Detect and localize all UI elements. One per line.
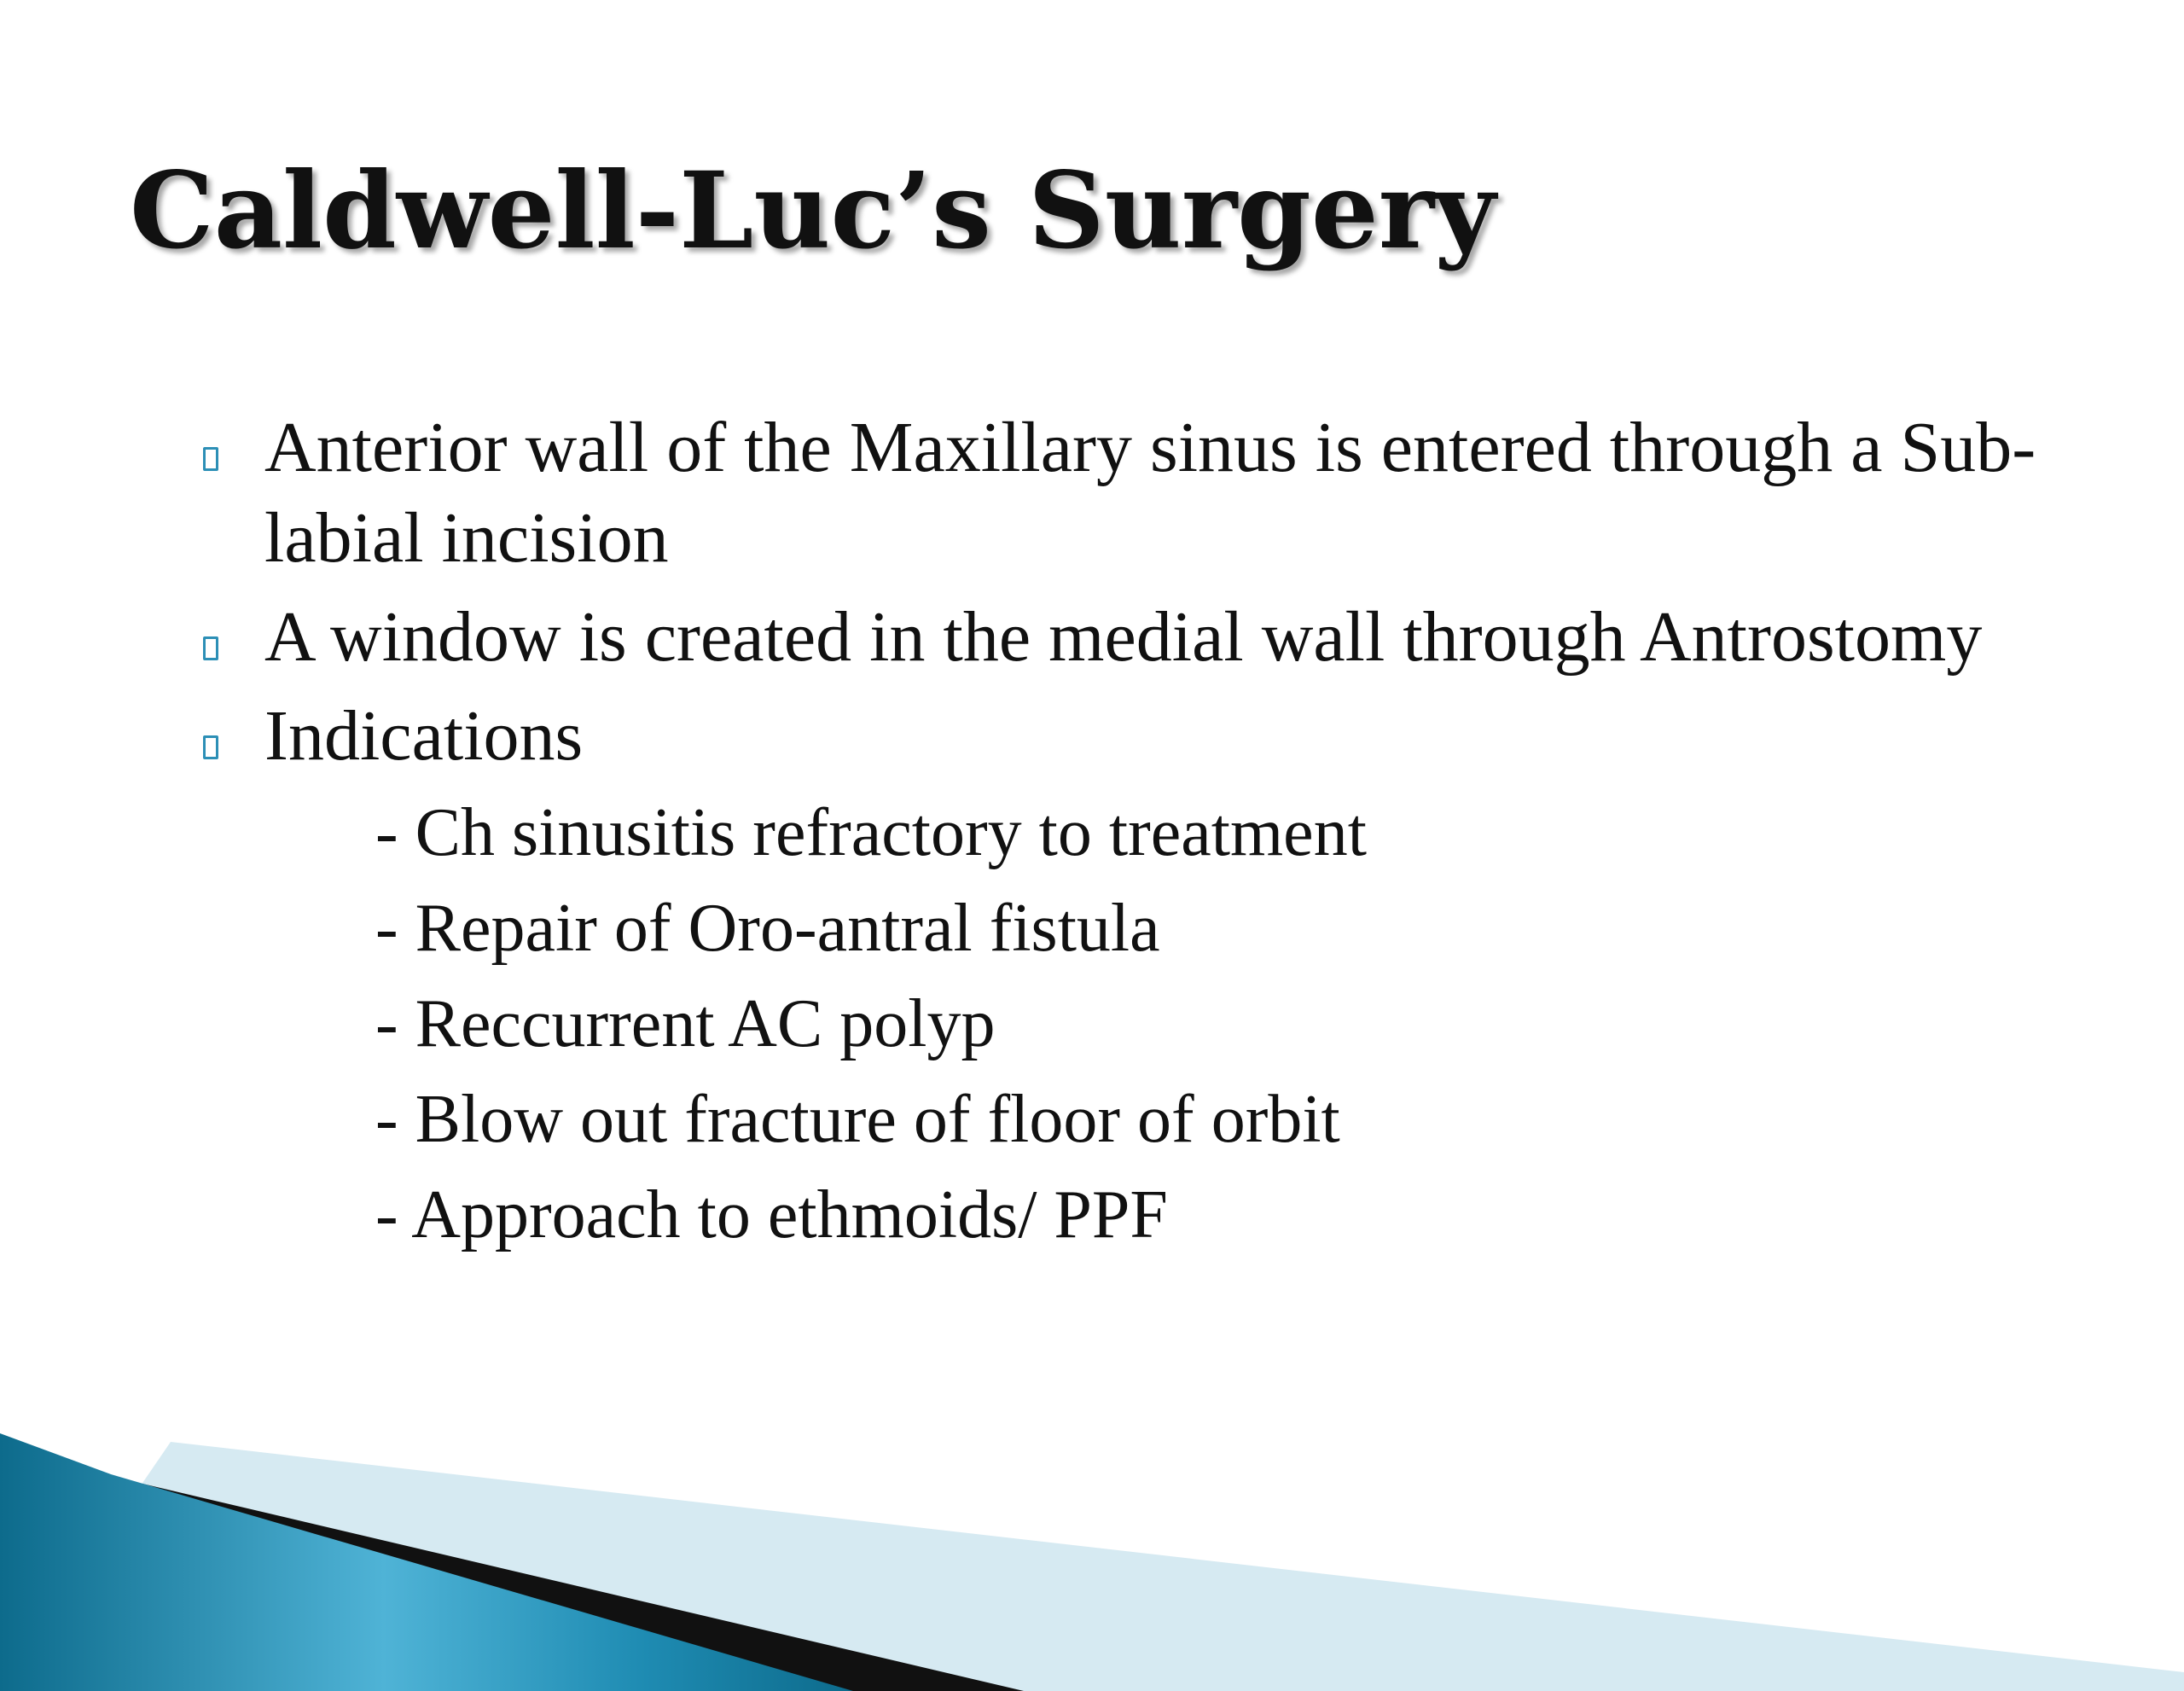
bullet-text: Indications — [264, 696, 584, 776]
square-bullet-icon — [203, 447, 218, 471]
bullet-text: A window is created in the medial wall through Antrostomy — [264, 597, 1983, 677]
indication-item: - Ch sinusitis refractory to treatment — [375, 795, 1367, 870]
bullet-item — [196, 592, 2090, 683]
bullet-list — [196, 403, 2090, 1271]
square-bullet-icon — [203, 735, 218, 759]
square-bullet-icon — [203, 636, 218, 660]
indication-item: - Reccurrent AC polyp — [375, 986, 996, 1061]
indication-item: - Blow out fracture of floor of orbit — [375, 1082, 1340, 1157]
slide-title: Caldwell-Luc’s Surgery — [130, 149, 1496, 273]
bullet-item — [196, 403, 2090, 584]
bullet-text: Anterior wall of the Maxillary sinus is entered through a Sub-labial incision — [264, 408, 2036, 578]
indication-item: - Approach to ethmoids/ PPF — [375, 1177, 1168, 1252]
indication-item: - Repair of Oro-antral fistula — [375, 891, 1160, 966]
bullet-item-indications — [196, 691, 2090, 1263]
indications-list — [264, 785, 2090, 1263]
decorative-swoosh — [0, 1399, 2184, 1691]
